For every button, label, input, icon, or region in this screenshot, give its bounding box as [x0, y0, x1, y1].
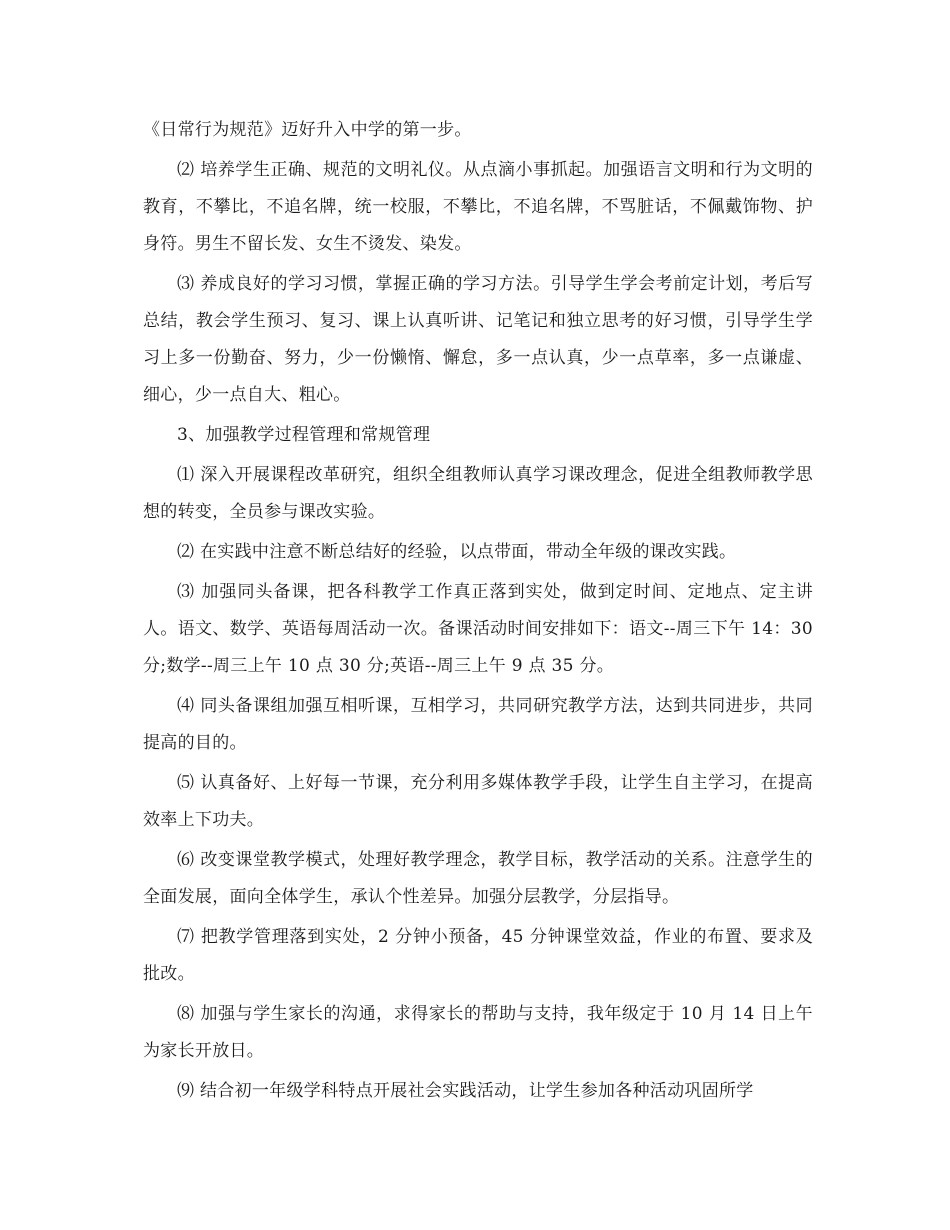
section-heading-3: 3、加强教学过程管理和常规管理: [177, 425, 431, 445]
paragraph-2: ⑵ 培养学生正确、规范的文明礼仪。从点滴小事抓起。加强语言文明和行为文明的教育，不攀比，不追名牌，统一校服，不攀比，不追名牌，不骂脏话，不佩戴饰物、护身符。男生不留长发、女生不烫发、染发。: [143, 160, 813, 254]
paragraph-3: ⑶ 养成良好的学习习惯，掌握正确的学习方法。引导学生学会考前定计划，考后写总结，教会学生预习、复习、课上认真听讲、记笔记和独立思考的好习惯，引导学生学习上多一份勤奋、努力，少一份懒惰、懈怠，多一点认真，少一点草率，多一点谦虚、细心，少一点自大、粗心。: [143, 274, 813, 405]
paragraph-10: ⑺ 把教学管理落到实处，2 分钟小预备，45 分钟课堂效益，作业的布置、要求及批改。: [143, 927, 813, 984]
paragraph-11: ⑻ 加强与学生家长的沟通，求得家长的帮助与支持，我年级定于 10 月 14 日上午为家长开放日。: [143, 1004, 813, 1061]
paragraph-12: ⑼ 结合初一年级学科特点开展社会实践活动，让学生参加各种活动巩固所学: [177, 1081, 754, 1101]
paragraph-5: ⑵ 在实践中注意不断总结好的经验，以点带面，带动全年级的课改实践。: [177, 542, 737, 562]
paragraph-8: ⑸ 认真备好、上好每一节课，充分利用多媒体教学手段，让学生自主学习，在提高效率上下功夫。: [143, 773, 813, 830]
document-body: [143, 112, 813, 1110]
paragraph-4: ⑴ 深入开展课程改革研究，组织全组教师认真学习课改理念，促进全组教师教学思想的转变，全员参与课改实验。: [143, 465, 813, 522]
paragraph-9: ⑹ 改变课堂教学模式，处理好教学理念，教学目标，教学活动的关系。注意学生的全面发展，面向全体学生，承认个性差异。加强分层教学，分层指导。: [143, 850, 813, 907]
paragraph-6: ⑶ 加强同头备课，把各科教学工作真正落到实处，做到定时间、定地点、定主讲人。语文、数学、英语每周活动一次。备课活动时间安排如下：语文--周三下午 14：30 分;数学--周三上午 10 点 30 分;英语--周三上午 9 点 35 分。: [143, 582, 813, 676]
paragraph-7: ⑷ 同头备课组加强互相听课，互相学习，共同研究教学方法，达到共同进步，共同提高的目的。: [143, 696, 813, 753]
paragraph-1: 《日常行为规范》迈好升入中学的第一步。: [143, 120, 472, 140]
